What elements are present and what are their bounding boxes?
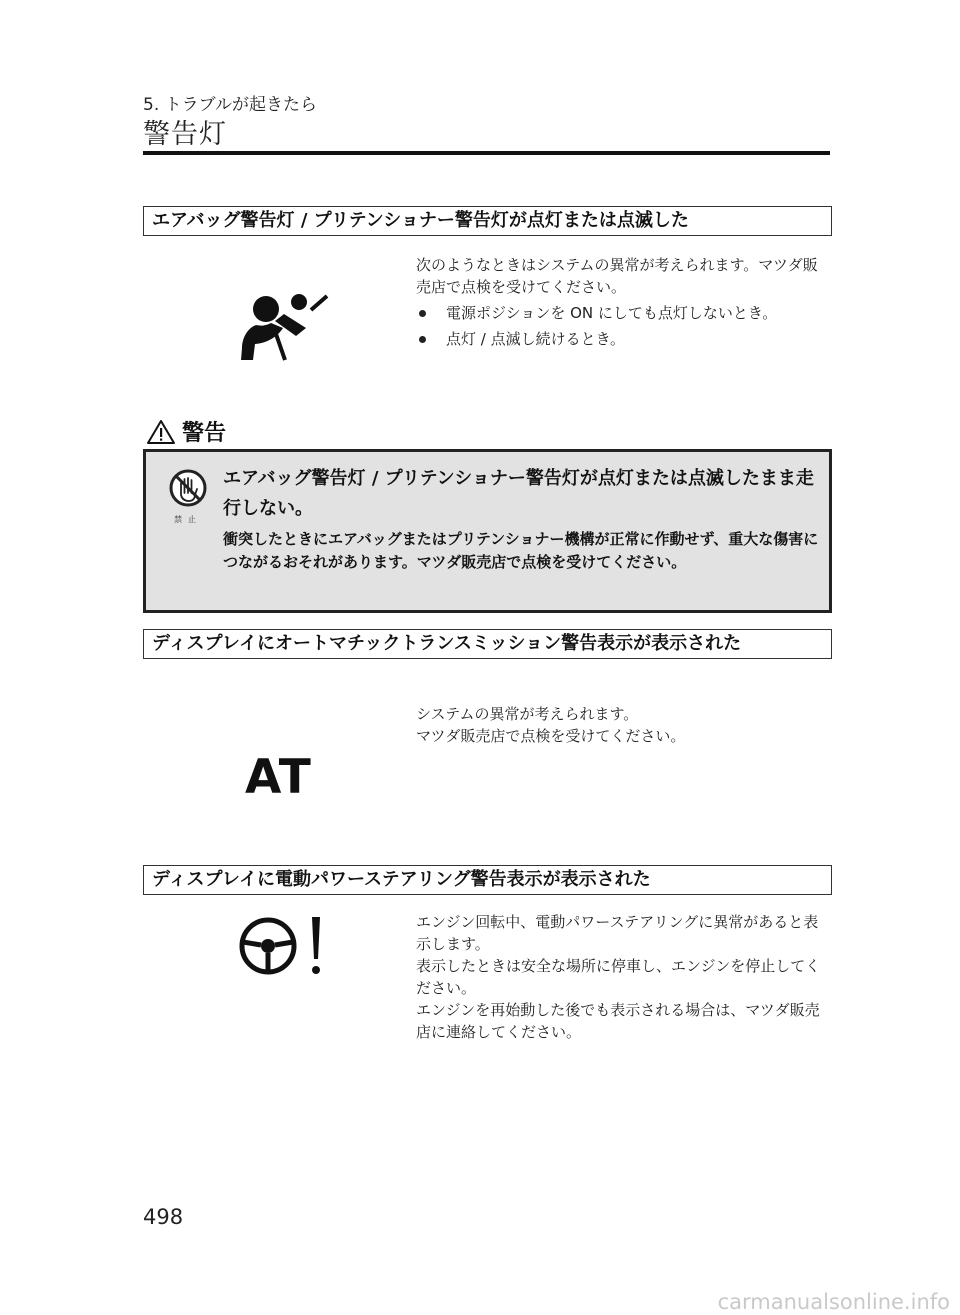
airbag-bullet-item: 電源ポジションを ON にしても点灯しないとき。	[416, 302, 831, 324]
airbag-warning-icon	[238, 288, 330, 362]
warning-heading	[146, 416, 226, 447]
at-warning-icon: AT	[245, 750, 312, 805]
prohibit-symbol	[166, 468, 210, 525]
section-heading-airbag: エアバッグ警告灯 / プリテンショナー警告灯が点灯または点滅した	[143, 206, 832, 236]
section-heading-at: ディスプレイにオートマチックトランスミッション警告表示が表示された	[143, 629, 832, 659]
page-number: 498	[143, 1205, 184, 1229]
section-heading-power-steering: ディスプレイに電動パワーステアリング警告表示が表示された	[143, 865, 832, 895]
at-text-line: システムの異常が考えられます。	[416, 705, 639, 723]
prohibit-label: 禁止	[174, 515, 202, 524]
at-description	[416, 703, 831, 747]
at-text-line: マツダ販売店で点検を受けてください。	[416, 727, 686, 745]
warning-title: エアバッグ警告灯 / プリテンショナー警告灯が点灯または点滅したまま走行しない。	[223, 468, 814, 519]
prohibit-hand-icon	[168, 468, 208, 508]
power-steering-text-line: 表示したときは安全な場所に停車し、エンジンを停止してください。	[416, 957, 821, 997]
title-divider	[143, 151, 830, 155]
airbag-description	[416, 254, 831, 350]
warning-description: 衝突したときにエアバッグまたはプリテンショナー機構が正常に作動せず、重大な傷害につながるおそれがあります。マツダ販売店で点検を受けてください。	[223, 530, 819, 571]
warning-heading-label: 警告	[182, 421, 227, 446]
chapter-label: 5. トラブルが起きたら	[143, 95, 317, 115]
power-steering-description	[416, 911, 831, 1043]
power-steering-warning-icon	[238, 914, 328, 978]
power-steering-text-line: エンジン回転中、電動パワーステアリングに異常があると表示します。	[416, 913, 819, 953]
airbag-bullet-item: 点灯 / 点滅し続けるとき。	[416, 328, 831, 350]
power-steering-text-line: エンジンを再始動した後でも表示される場合は、マツダ販売店に連絡してください。	[416, 1001, 820, 1041]
airbag-intro-text: 次のようなときはシステムの異常が考えられます。マツダ販売店で点検を受けてください。	[416, 256, 818, 296]
page-title: 警告灯	[143, 119, 227, 150]
watermark-url: carmanualsonline.info	[717, 1290, 950, 1314]
warning-triangle-icon	[146, 419, 176, 445]
warning-box	[143, 449, 832, 613]
